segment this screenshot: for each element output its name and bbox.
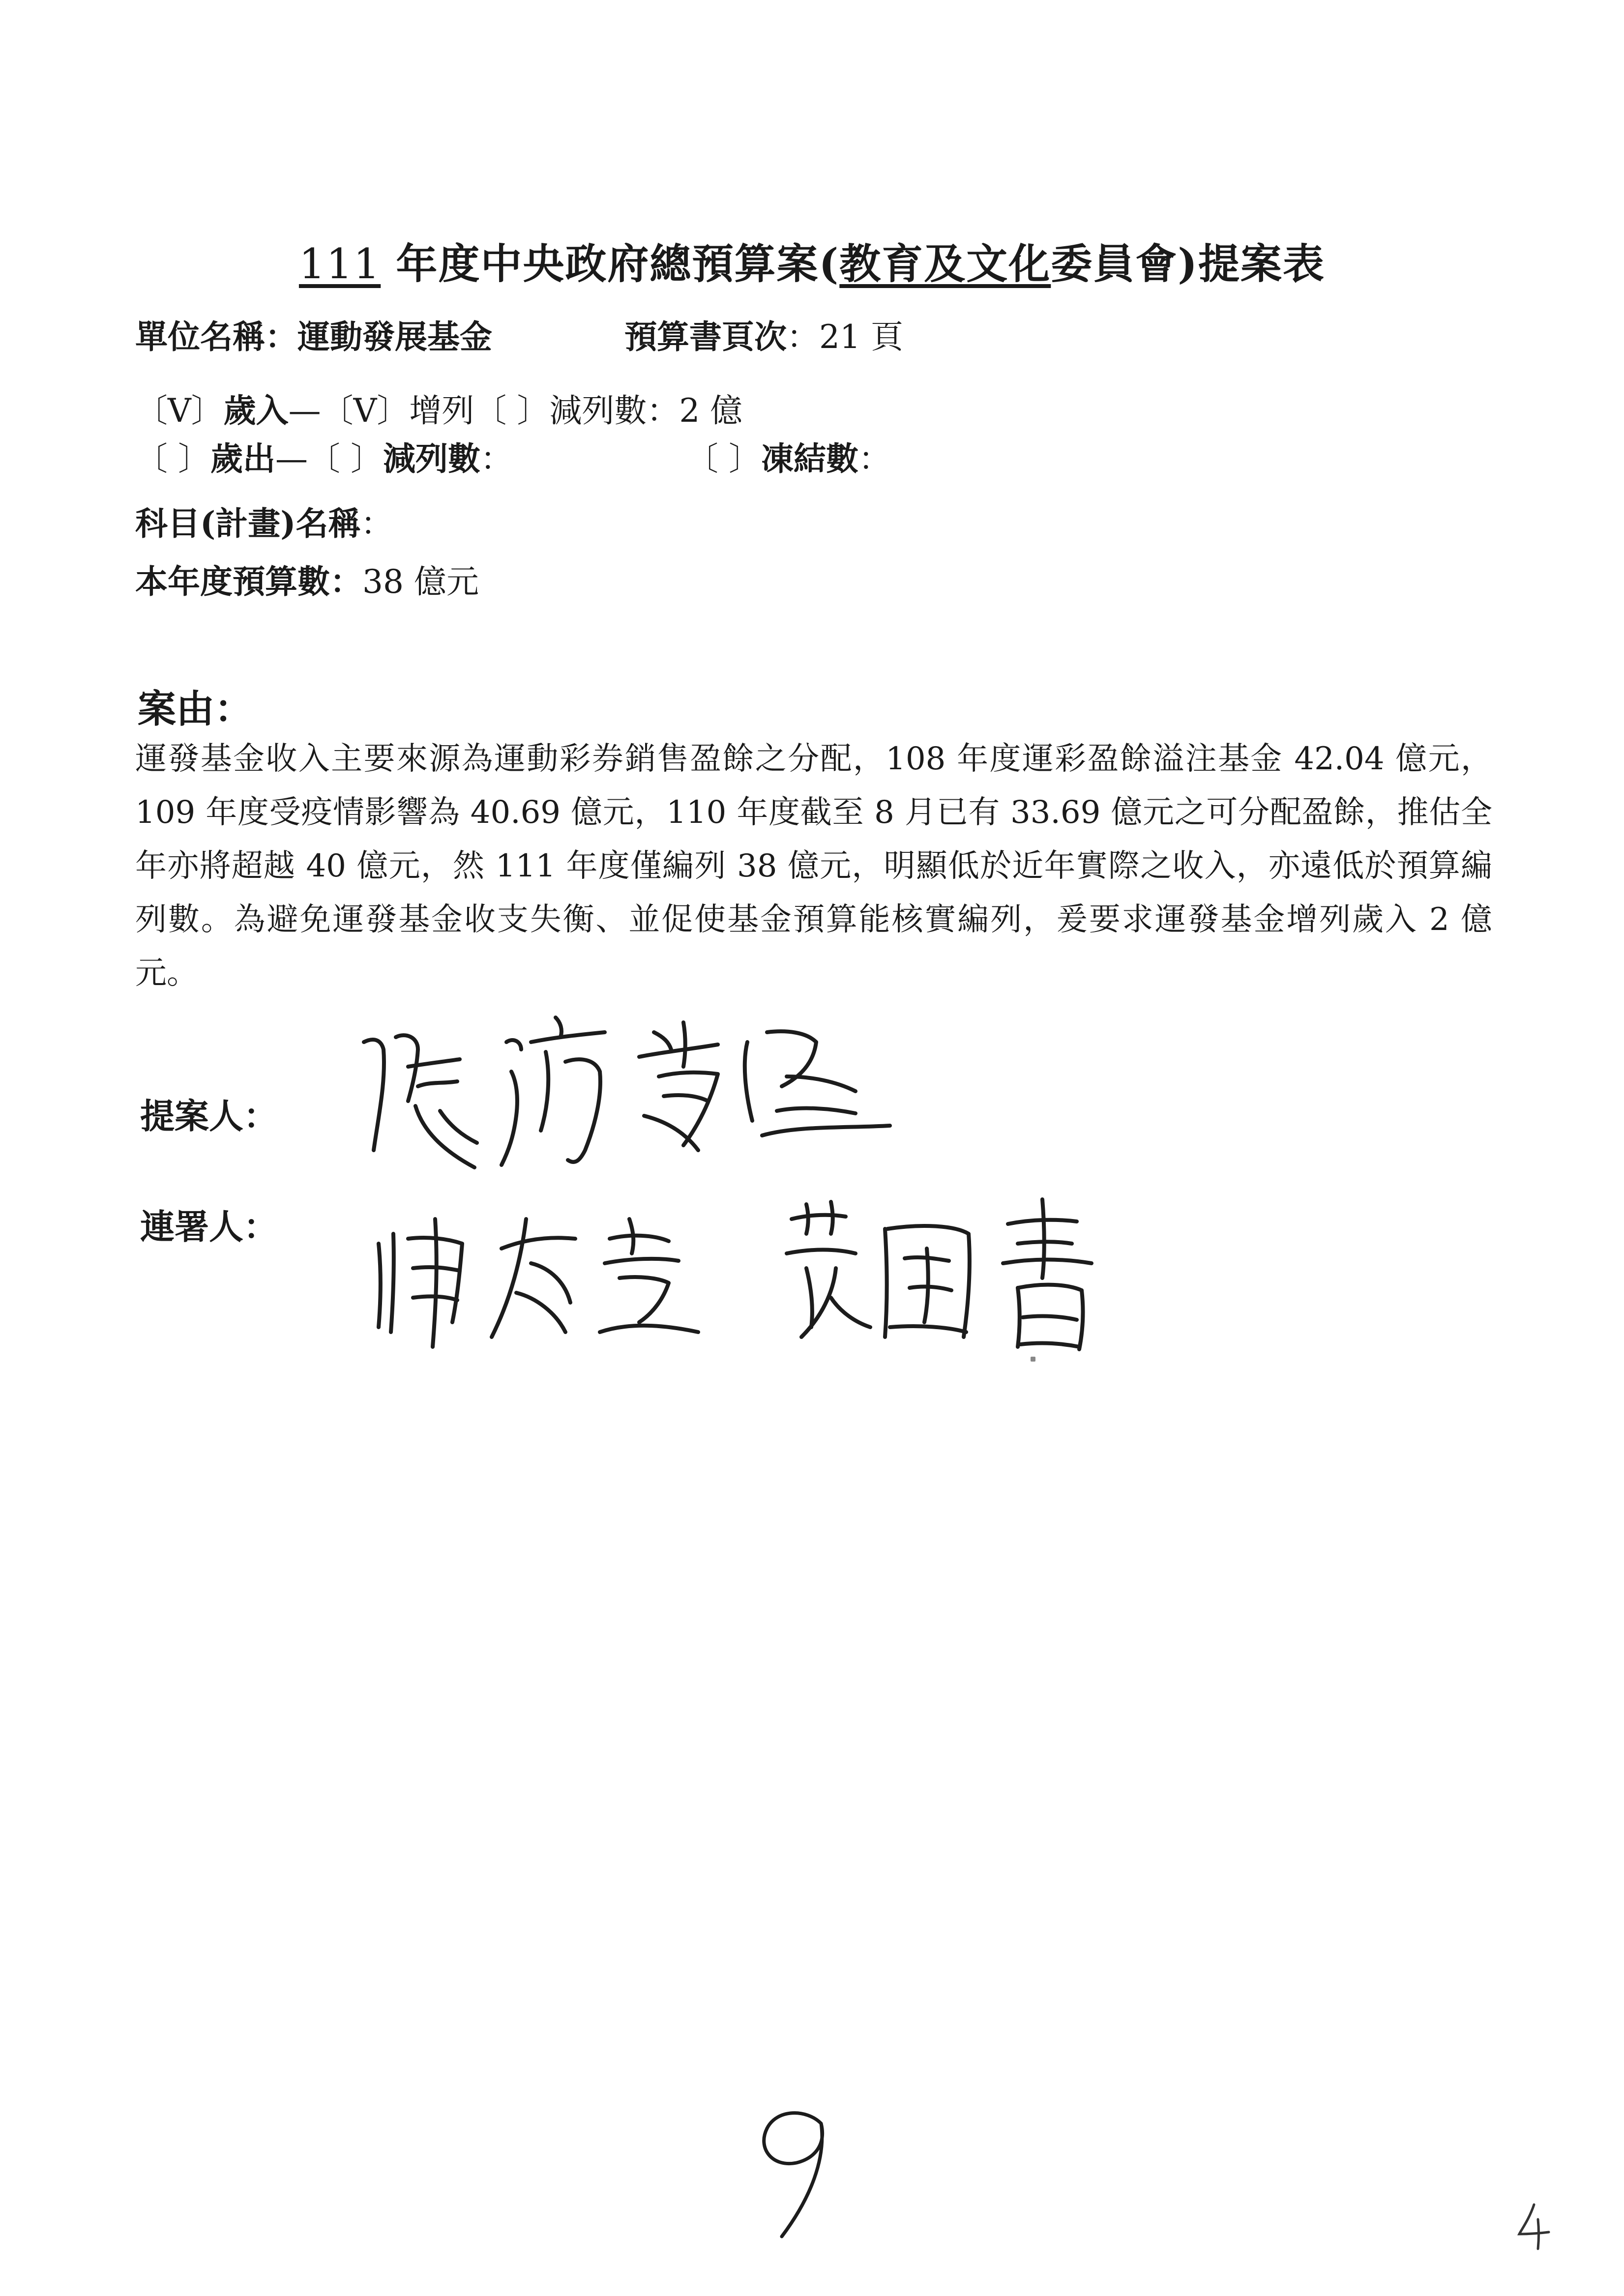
budget-label: 本年度預算數：	[135, 562, 362, 601]
expense-decrease-label: 減列數	[383, 439, 480, 478]
subject-label: 科目(計畫)名稱	[135, 504, 361, 543]
reason-body: 運發基金收入主要來源為運動彩券銷售盈餘之分配，108 年度運彩盈餘溢注基金 42.04 億元，109 年度受疫情影響為 40.69 億元，110 年度截至 8 月已有 33.69 億元之可分配盈餘，推估全年亦將超越 40 億元，然 111 年度僅編列 38 億元，明顯低於近年實際之收入，亦遠低於預算編列數。為避免運發基金收支失衡、並促使基金預算能核實編列，爰要求運發基金增列歲入 2 億元。	[135, 741, 1492, 991]
revenue-dash: —	[288, 392, 321, 430]
revenue-label: 歲入	[223, 391, 289, 430]
expense-label: 歲出	[210, 439, 275, 478]
title-year: 111	[298, 240, 381, 288]
increase-checkbox: 〔V〕	[321, 392, 410, 430]
decrease-amount: 減列數：2 億	[549, 392, 743, 430]
expense-row	[135, 433, 513, 479]
document-title	[0, 231, 1624, 291]
expense-decrease-colon: ：	[480, 440, 513, 478]
cosigner-label: 連署人：	[140, 1206, 278, 1247]
freeze-colon: ：	[858, 440, 891, 478]
revenue-checkbox: 〔V〕	[135, 392, 224, 430]
page-ref-label: 預算書頁次	[624, 318, 787, 356]
reason-heading: 案由：	[138, 687, 253, 731]
budget-row	[135, 555, 479, 602]
title-end: 委員會)提案表	[1051, 239, 1326, 288]
unit-name-row	[135, 311, 492, 357]
expense-decrease-checkbox: 〔 〕	[307, 440, 383, 478]
proposer-signature	[344, 1003, 964, 1199]
title-committee: 教育及文化	[839, 239, 1051, 288]
cosigner-signature-2	[762, 1180, 1116, 1357]
page-mark	[1514, 2200, 1554, 2254]
expense-dash: —	[275, 440, 308, 478]
unit-value: 運動發展基金	[297, 318, 492, 356]
revenue-row	[135, 384, 742, 431]
proposer-label: 提案人：	[140, 1096, 278, 1136]
increase-label: 增列	[409, 392, 474, 430]
budget-value: 38 億元	[362, 563, 479, 601]
unit-label: 單位名稱：	[135, 318, 297, 356]
scan-speck	[1031, 1357, 1035, 1362]
subject-row	[135, 497, 393, 544]
freeze-checkbox: 〔 〕	[686, 440, 761, 478]
page-ref-value: ：21 頁	[787, 318, 903, 356]
budget-page-ref	[624, 311, 903, 357]
cosigner-signature-1	[364, 1199, 738, 1357]
title-mid: 年度中央政府總預算案(	[381, 239, 840, 288]
freeze-field	[686, 433, 891, 479]
decrease-checkbox: 〔 〕	[474, 392, 550, 430]
subject-colon: ：	[360, 505, 393, 543]
freeze-label: 凍結數	[761, 439, 858, 478]
expense-checkbox: 〔 〕	[135, 440, 210, 478]
handwritten-page-number	[747, 2099, 846, 2246]
